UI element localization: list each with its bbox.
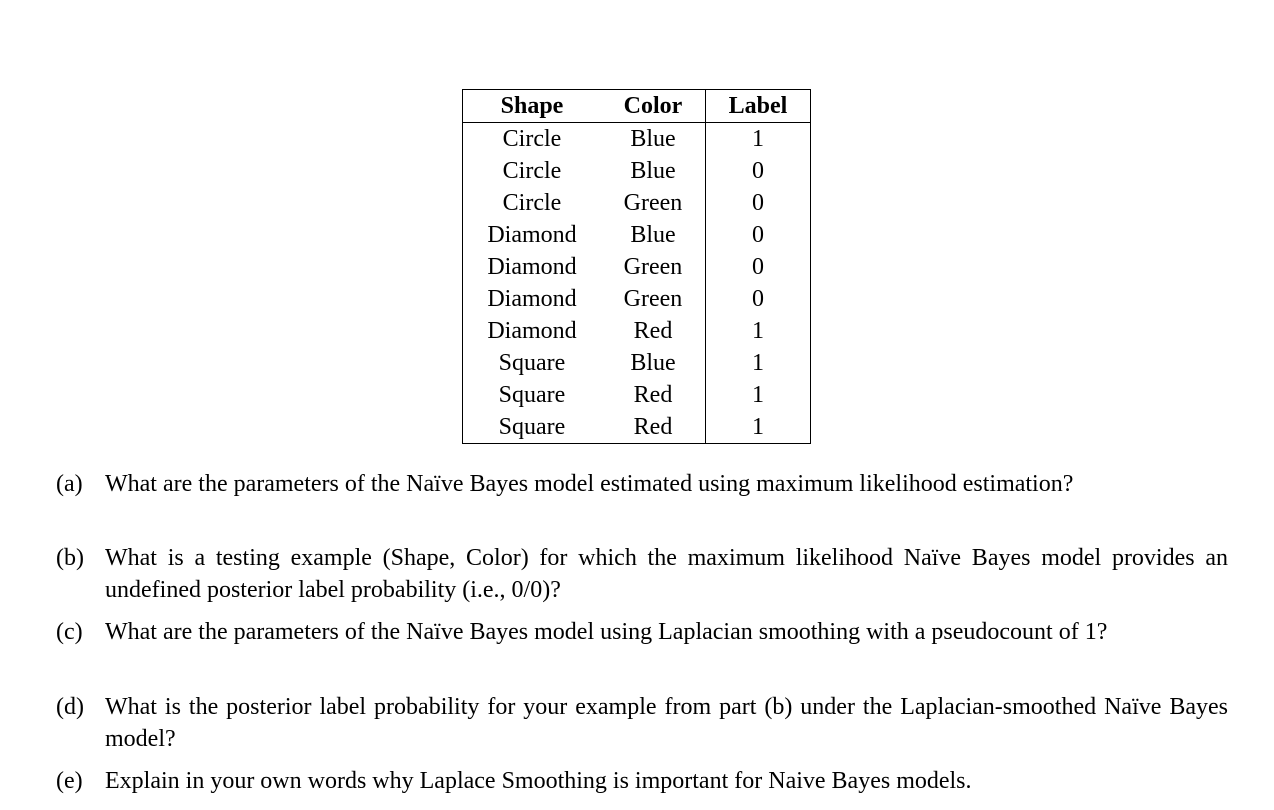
cell-color: Blue bbox=[630, 222, 676, 248]
question-marker: (b) bbox=[56, 545, 84, 571]
cell-color: Red bbox=[633, 382, 673, 408]
question-a bbox=[56, 468, 1228, 500]
cell-label: 0 bbox=[706, 155, 811, 187]
table-row bbox=[463, 251, 811, 283]
question-marker: (a) bbox=[56, 471, 83, 497]
cell-shape: Circle bbox=[502, 126, 562, 152]
question-text: What is a testing example (Shape, Color) for which the maximum likelihood Naïve Bayes model provides an undefined posterior label probability (i.e., 0/0)? bbox=[105, 545, 1228, 603]
question-marker: (e) bbox=[56, 768, 83, 794]
dataset-table bbox=[462, 89, 811, 444]
cell-label: 1 bbox=[706, 123, 811, 156]
question-text: What is the posterior label probability for your example from part (b) under the Laplacian-smoothed Naïve Bayes model? bbox=[105, 694, 1228, 752]
question-text: What are the parameters of the Naïve Bayes model using Laplacian smoothing with a pseudocount of 1? bbox=[105, 619, 1108, 645]
cell-shape: Square bbox=[498, 414, 566, 440]
cell-color: Green bbox=[623, 286, 683, 312]
question-e bbox=[56, 765, 1228, 797]
question-text: Explain in your own words why Laplace Smoothing is important for Naive Bayes models. bbox=[105, 768, 972, 794]
cell-label: 0 bbox=[706, 251, 811, 283]
column-header-shape: Shape bbox=[463, 90, 602, 123]
cell-shape: Diamond bbox=[487, 222, 577, 248]
question-marker: (d) bbox=[56, 694, 84, 720]
cell-shape: Diamond bbox=[487, 254, 577, 280]
cell-shape: Circle bbox=[502, 158, 562, 184]
table-row bbox=[463, 155, 811, 187]
table-header-row bbox=[463, 90, 811, 123]
cell-shape: Diamond bbox=[487, 286, 577, 312]
cell-shape: Square bbox=[498, 382, 566, 408]
cell-shape: Square bbox=[498, 350, 566, 376]
question-b bbox=[56, 542, 1228, 606]
question-d bbox=[56, 691, 1228, 755]
cell-color: Blue bbox=[630, 158, 676, 184]
cell-color: Green bbox=[623, 254, 683, 280]
column-header-color: Color bbox=[601, 90, 706, 123]
cell-label: 0 bbox=[706, 187, 811, 219]
cell-color: Blue bbox=[630, 350, 676, 376]
question-marker: (c) bbox=[56, 619, 83, 645]
question-c bbox=[56, 616, 1228, 648]
cell-color: Red bbox=[633, 318, 673, 344]
table-row bbox=[463, 187, 811, 219]
cell-label: 0 bbox=[706, 219, 811, 251]
cell-color: Blue bbox=[630, 126, 676, 152]
table-row bbox=[463, 283, 811, 315]
cell-label: 1 bbox=[706, 411, 811, 444]
cell-shape: Diamond bbox=[487, 318, 577, 344]
table-row bbox=[463, 123, 811, 156]
cell-label: 1 bbox=[706, 347, 811, 379]
table-row bbox=[463, 411, 811, 444]
cell-color: Green bbox=[623, 190, 683, 216]
cell-color: Red bbox=[633, 414, 673, 440]
cell-shape: Circle bbox=[502, 190, 562, 216]
question-text: What are the parameters of the Naïve Bayes model estimated using maximum likelihood estimation? bbox=[105, 471, 1074, 497]
column-header-label: Label bbox=[706, 90, 811, 123]
table-row bbox=[463, 379, 811, 411]
table-row bbox=[463, 347, 811, 379]
table-row bbox=[463, 315, 811, 347]
cell-label: 1 bbox=[706, 379, 811, 411]
cell-label: 1 bbox=[706, 315, 811, 347]
table-row bbox=[463, 219, 811, 251]
cell-label: 0 bbox=[706, 283, 811, 315]
